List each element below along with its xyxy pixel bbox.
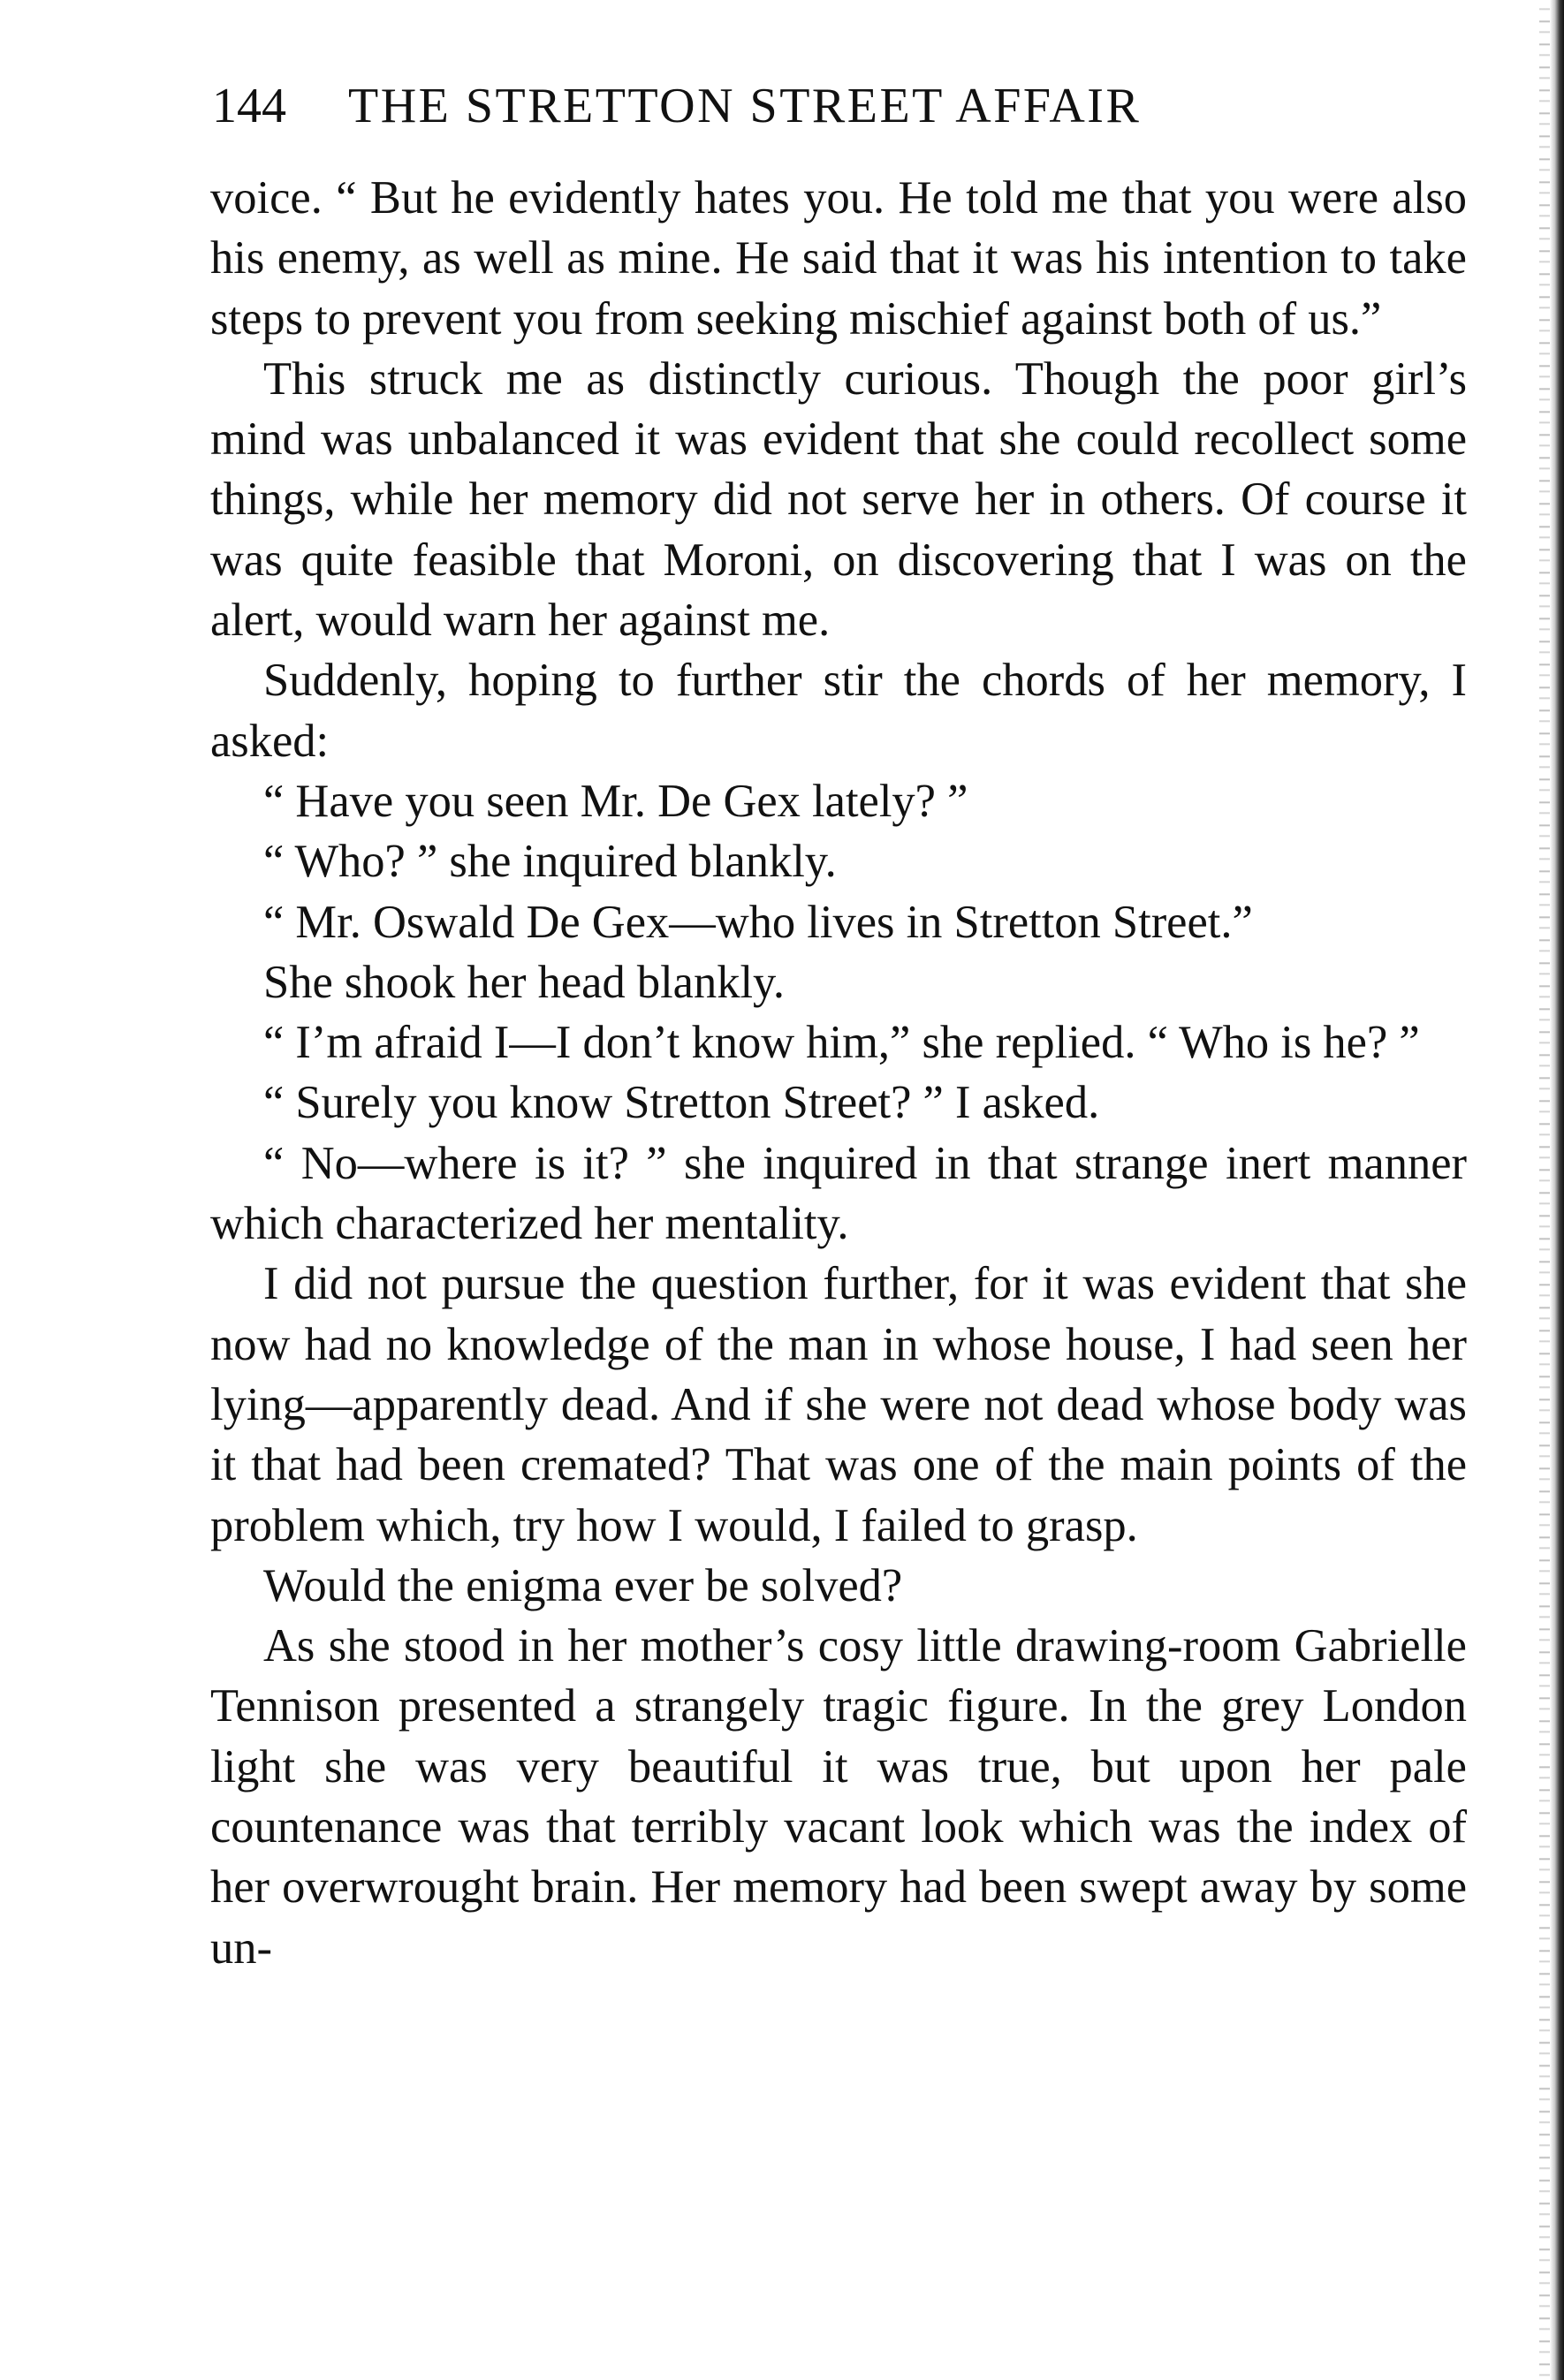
paragraph: She shook her head blankly. [263,956,786,1008]
paragraph: As she stood in her mother’s cosy little drawing-room Gabrielle Tennison presented a strangely tragic figure. In the grey London light she was very beautiful it was true, but upon her pale countenance was that terribly vacant look which was the index of her overwrought brain. Her memory had been swept away by some un- [210,1620,1467,1974]
page-edge-shadow [1550,0,1564,2380]
dialogue-line: “ Who? ” she inquired blankly. [263,836,837,888]
dialogue-line: “ Have you seen Mr. De Gex lately? ” [263,775,968,827]
dialogue-line: “ No—where is it? ” she inquired in that strange inert manner which characterized her mentality. [210,1137,1467,1250]
paragraph: Suddenly, hoping to further stir the chords of her memory, I asked: [210,655,1467,767]
body-text [210,168,1467,1978]
paragraph: This struck me as distinctly curious. Though the poor girl’s mind was unbalanced it was evident that she could recollect some things, while her memory did not serve her in others. Of course it was quite feasible that Moroni, on discovering that I was on the alert, would warn her against me. [210,352,1467,647]
book-title: THE STRETTON STREET AFFAIR [348,79,1142,133]
paragraph: Would the enigma ever be solved? [263,1559,903,1611]
page-edge-speckle [1539,0,1550,2380]
paragraph: I did not pursue the question further, for it was evident that she now had no knowledge of the man in whose house, I had seen her lying—apparently dead. And if she were not dead whose body was it that had been cremated? That was one of the main points of the problem which, try how I would, I failed to grasp. [210,1258,1467,1551]
running-head [212,69,1317,143]
dialogue-line: “ Surely you know Stretton Street? ” I asked. [263,1077,1100,1129]
dialogue-line: “ I’m afraid I—I don’t know him,” she replied. “ Who is he? ” [263,1017,1420,1069]
page-number: 144 [212,79,286,133]
paragraph-continuation: voice. “ But he evidently hates you. He told me that you were also his enemy, as well as mine. He said that it was his intention to take steps to prevent you from seeking mischief against both of us.” [210,172,1467,345]
dialogue-line: “ Mr. Oswald De Gex—who lives in Stretton Street.” [263,896,1253,948]
